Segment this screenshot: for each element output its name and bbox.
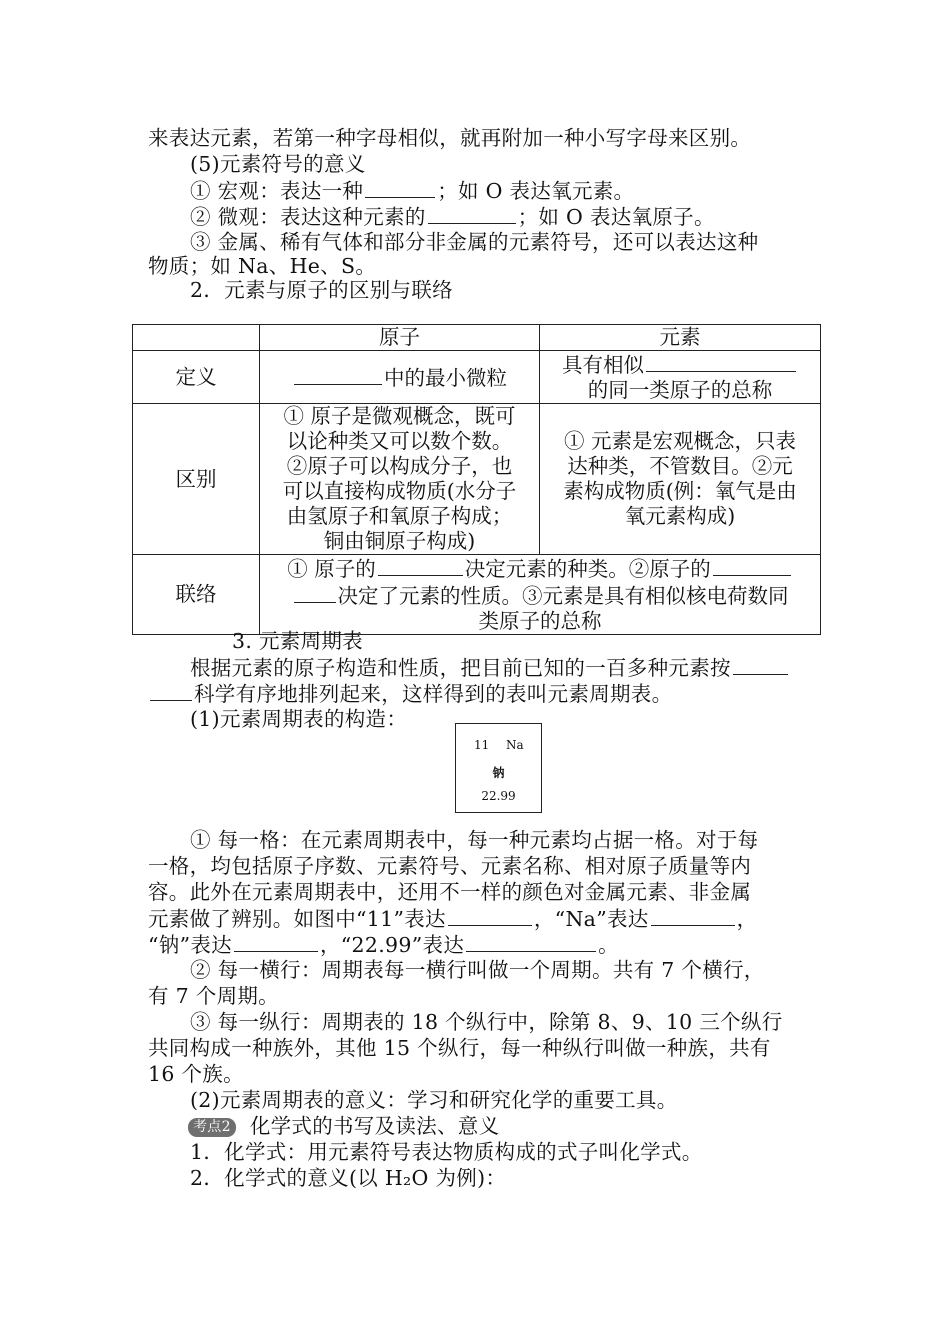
periodic-intro-1 xyxy=(190,654,790,681)
header-element: 元素 xyxy=(540,325,821,351)
col-desc-2: 共同构成一种族外，其他 15 个纵行，每一种纵行叫做一种族，共有 xyxy=(148,1036,771,1060)
text-line: 素构成物质(例：氧气是由 xyxy=(563,479,797,503)
cell-desc-1: ① 每一格：在元素周期表中，每一种元素均占据一格。对于每 xyxy=(190,828,759,852)
relation-text: 决定元素的种类。②原子的 xyxy=(464,557,711,581)
text-line: 以论种类又可以数个数。 xyxy=(286,429,513,453)
text-line: 由氢原子和氧原子构成； xyxy=(286,504,513,528)
definition-atom xyxy=(260,351,540,404)
text-line: 氧元素构成) xyxy=(624,504,736,528)
row-label: 区别 xyxy=(133,404,260,555)
row-label: 定义 xyxy=(133,351,260,404)
element-name: 钠 xyxy=(492,766,505,780)
cell-desc-3: 容。此外在元素周期表中，还用不一样的颜色对金属元素、非金属 xyxy=(148,880,752,904)
element-cell-figure xyxy=(455,723,542,813)
periodic-meaning: (2)元素周期表的意义：学习和研究化学的重要工具。 xyxy=(190,1088,678,1112)
blank xyxy=(378,555,463,576)
section-title: (5)元素符号的意义 xyxy=(190,152,366,176)
blank xyxy=(234,931,318,952)
blank xyxy=(150,680,192,701)
blank xyxy=(733,654,788,675)
blank xyxy=(428,203,516,224)
cell-desc-text: 元素做了辨别。如图中“11”表达 xyxy=(148,907,446,931)
header-atom: 原子 xyxy=(260,325,540,351)
macro-text-b: ；如 O 表达氧元素。 xyxy=(437,179,635,203)
atomic-mass: 22.99 xyxy=(481,789,516,803)
kaodian-badge: 考点2 xyxy=(188,1118,236,1137)
row-desc-1: ② 每一横行：周期表每一横行叫做一个周期。共有 7 个横行， xyxy=(190,958,765,982)
periodic-text: 科学有序地排列起来，这样得到的表叫元素周期表。 xyxy=(194,682,673,706)
micro-text-b: ；如 O 表达氧原子。 xyxy=(517,205,715,229)
text-line: ②原子可以构成分子，也 xyxy=(286,454,513,478)
periodic-intro-2 xyxy=(148,680,672,707)
micro-meaning xyxy=(190,203,715,230)
formula-def: 1．化学式：用元素符号表达物质构成的式子叫化学式。 xyxy=(190,1140,703,1164)
blank xyxy=(646,351,796,372)
formula-meaning: 2．化学式的意义(以 H₂O 为例)： xyxy=(190,1166,507,1190)
element-symbol: Na xyxy=(506,738,524,752)
macro-meaning xyxy=(190,177,634,204)
atomic-number: 11 xyxy=(474,738,490,752)
difference-atom xyxy=(260,404,540,555)
blank xyxy=(651,905,735,926)
definition-element-line-1 xyxy=(546,351,814,378)
cell-desc-5 xyxy=(148,931,619,958)
text-line: 铜由铜原子构成) xyxy=(323,529,476,553)
row-desc-2: 有 7 个周期。 xyxy=(148,984,279,1008)
definition-atom-text: 中的最小微粒 xyxy=(384,365,507,390)
cell-desc-text: ，“Na”表达 xyxy=(533,907,649,931)
blank xyxy=(466,931,596,952)
text-line: 可以直接构成物质(水分子 xyxy=(282,479,517,503)
relation-line-1 xyxy=(266,555,814,582)
difference-element xyxy=(540,404,821,555)
cell-desc-text: “钠”表达 xyxy=(148,933,232,957)
periodic-text: 根据元素的原子构造和性质，把目前已知的一百多种元素按 xyxy=(190,656,731,680)
cell-desc-text: ， xyxy=(736,907,758,931)
intro-line: 来表达元素，若第一种字母相似，就再附加一种小写字母来区别。 xyxy=(148,126,752,150)
text-line: ① 元素是宏观概念，只表 xyxy=(563,429,797,453)
section-title: (1)元素周期表的构造： xyxy=(190,707,408,731)
blank xyxy=(713,555,791,576)
relation-line-2 xyxy=(266,582,814,609)
blank xyxy=(365,177,435,198)
text-line: 达种类，不管数目。②元 xyxy=(567,454,793,478)
atom-element-table xyxy=(132,324,821,635)
cell-desc-2: 一格，均包括原子序数、元素符号、元素名称、相对原子质量等内 xyxy=(148,854,752,878)
definition-element-text: 具有相似 xyxy=(562,353,644,377)
text-line: ① 原子是微观概念，既可 xyxy=(283,404,516,428)
relation-cell xyxy=(260,555,821,635)
cell-desc-4 xyxy=(148,905,757,932)
kaodian-title: 化学式的书写及读法、意义 xyxy=(249,1114,500,1138)
definition-element xyxy=(540,351,821,404)
section-title: 2．元素与原子的区别与联络 xyxy=(190,278,453,302)
blank xyxy=(294,364,382,385)
blank xyxy=(294,582,336,603)
micro-text-a: ② 微观：表达这种元素的 xyxy=(190,205,426,229)
relation-text: 决定了元素的性质。③元素是具有相似核电荷数同 xyxy=(337,584,789,608)
cell-desc-text: ，“22.99”表达 xyxy=(319,933,465,957)
row-label: 联络 xyxy=(133,555,260,635)
relation-text: ① 原子的 xyxy=(287,557,376,581)
col-desc-1: ③ 每一纵行：周期表的 18 个纵行中，除第 8、9、10 三个纵行 xyxy=(190,1010,783,1034)
col-desc-3: 16 个族。 xyxy=(148,1062,244,1086)
definition-element-line-2: 的同一类原子的总称 xyxy=(587,378,773,402)
header-empty xyxy=(133,325,260,351)
macro-text-a: ① 宏观：表达一种 xyxy=(190,179,364,203)
relation-line-3: 类原子的总称 xyxy=(478,609,602,633)
metal-line-1: ③ 金属、稀有气体和部分非金属的元素符号，还可以表达这种 xyxy=(190,230,759,254)
metal-line-2: 物质；如 Na、He、S。 xyxy=(148,254,377,278)
blank xyxy=(448,905,532,926)
cell-desc-text: 。 xyxy=(598,933,619,957)
section-title: 3. 元素周期表 xyxy=(232,629,363,653)
kaodian-heading xyxy=(188,1113,499,1139)
